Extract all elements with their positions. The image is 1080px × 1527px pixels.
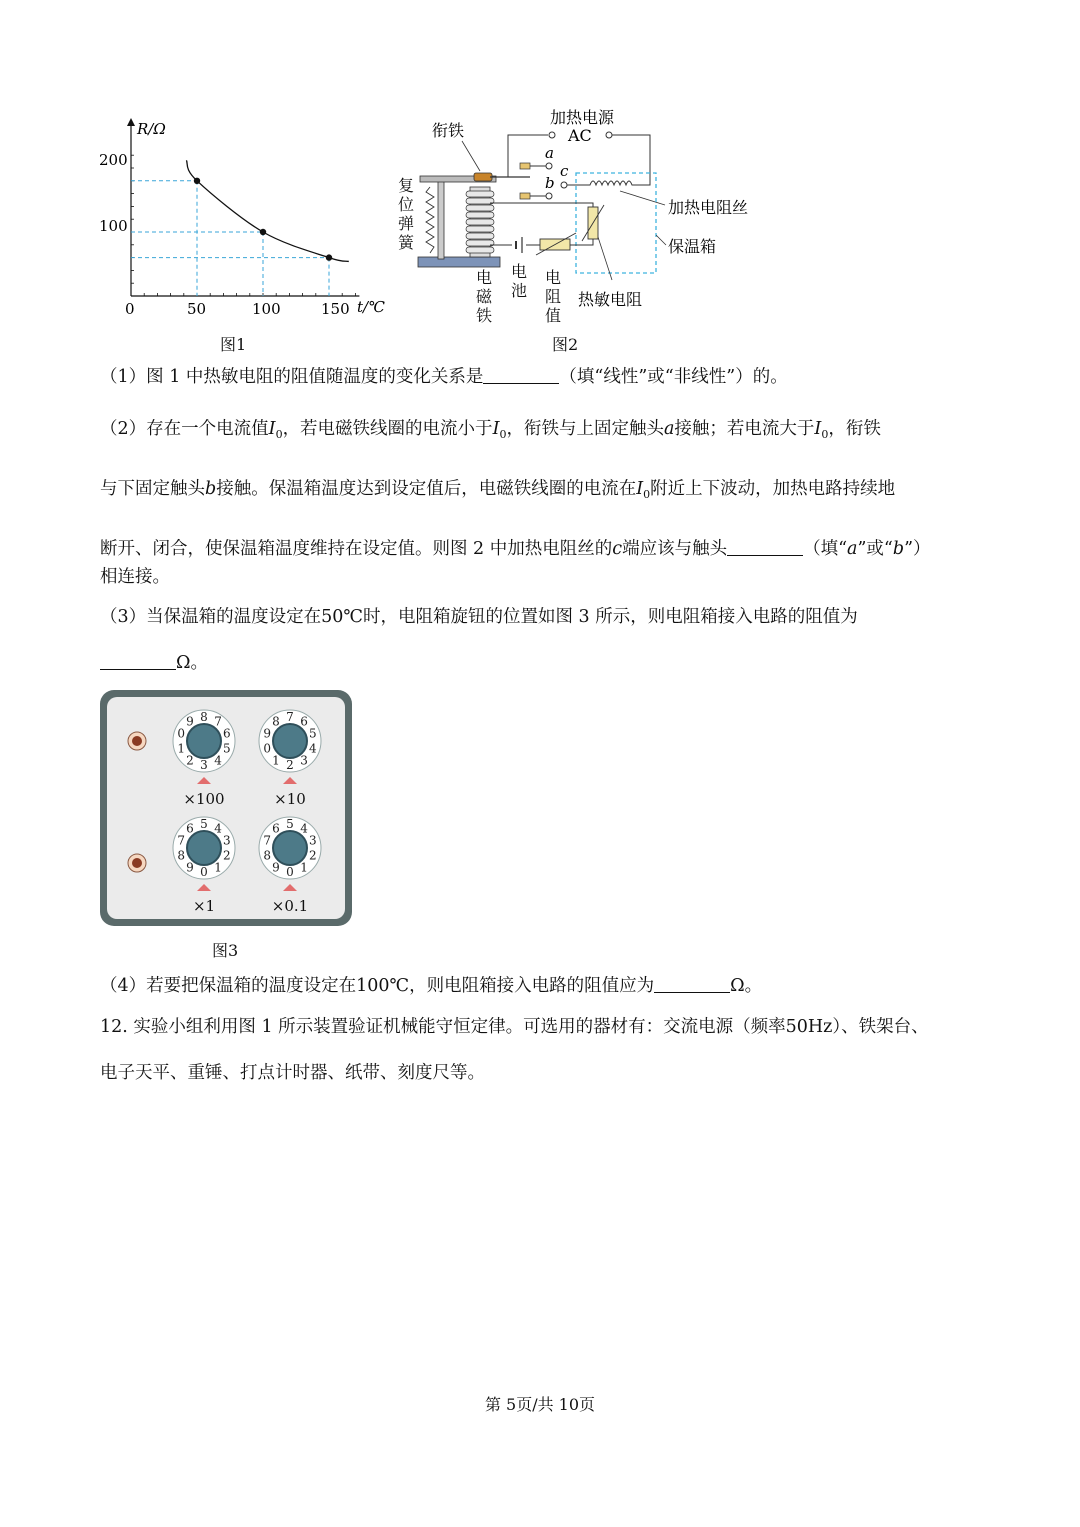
fig1-caption: 图1 <box>220 335 247 354</box>
fig1-y-tick-200: 200 <box>99 151 128 169</box>
dial-digit: 0 <box>263 741 271 756</box>
label-b: b <box>545 174 555 192</box>
dial-digit: 4 <box>214 753 222 768</box>
dial-digit: 3 <box>309 833 317 848</box>
dial-digit: 2 <box>186 753 194 768</box>
label-armature: 衔铁 <box>432 121 465 140</box>
dial-digit: 1 <box>272 753 280 768</box>
dial-digit: 8 <box>177 848 185 863</box>
label-thermistor: 热敏电阻 <box>578 290 643 309</box>
dial-digit: 4 <box>214 821 222 836</box>
label-c: c <box>560 162 569 180</box>
dial-digit: 1 <box>214 860 222 875</box>
question-4: （4）若要把保温箱的温度设定在100℃，则电阻箱接入电路的阻值应为 Ω。 <box>100 976 763 996</box>
fig1-x-tick-50: 50 <box>187 300 207 318</box>
knob-cap <box>187 831 221 865</box>
dial-digit: 6 <box>223 726 231 741</box>
fig1-data-point <box>260 229 266 235</box>
knob-pointer <box>283 777 297 784</box>
label-box: 保温箱 <box>668 237 717 256</box>
dial-digit: 2 <box>286 758 294 772</box>
terminal-bottom <box>128 854 146 872</box>
knob-pointer <box>197 777 211 784</box>
coil-turn <box>466 191 494 197</box>
dial-digit: 8 <box>272 714 280 729</box>
dial-digit: 5 <box>200 817 208 831</box>
label-heating-wire: 加热电阻丝 <box>668 198 749 217</box>
fig1-y-tick-100: 100 <box>99 217 128 235</box>
dial-digit: 2 <box>223 848 231 863</box>
dial-digit: 7 <box>286 710 294 724</box>
coil-turn <box>466 219 494 225</box>
dial-digit: 4 <box>300 821 308 836</box>
coil-turn <box>466 198 494 204</box>
knob-pointer <box>197 884 211 891</box>
fig1-guides <box>131 181 329 296</box>
dial-digit: 3 <box>200 758 208 772</box>
coil-turn <box>466 233 494 239</box>
dial-digit: 9 <box>186 714 194 729</box>
fig3-knobs <box>100 690 352 926</box>
q3-answer-blank[interactable] <box>100 652 176 671</box>
fig1-axes <box>127 118 359 296</box>
dial-digit: 9 <box>263 726 271 741</box>
dial-knob[interactable] <box>259 817 321 879</box>
question-2-end: 相连接。 <box>100 567 170 587</box>
question-1: （1）图 1 中热敏电阻的阻值随温度的变化关系是 （填“线性”或“非线性”）的。 <box>100 367 788 387</box>
fig1-x-tick-150: 150 <box>321 300 350 318</box>
dial-digit: 6 <box>186 821 194 836</box>
knob-multiplier-label: ×0.1 <box>271 897 309 915</box>
label-battery: 电池 <box>511 262 528 300</box>
fig1-x-tick-0: 0 <box>125 300 135 318</box>
coil-turn <box>466 205 494 211</box>
dial-digit: 0 <box>286 865 294 879</box>
armature-contact <box>474 173 492 181</box>
question-3: （3）当保温箱的温度设定在50℃时，电阻箱旋钮的位置如图 3 所示，则电阻箱接入电路的阻值为 Ω。 <box>100 607 858 673</box>
spring-post <box>438 179 444 259</box>
fig1-data-point <box>194 178 200 184</box>
contact-b <box>520 193 530 199</box>
coil-turn <box>466 226 494 232</box>
dial-knob[interactable] <box>173 710 235 772</box>
dial-digit: 7 <box>263 833 271 848</box>
fig3-caption: 图3 <box>212 941 239 960</box>
dial-digit: 1 <box>177 741 185 756</box>
label-spring: 复位弹簧 <box>398 176 415 252</box>
contact-a <box>520 163 530 169</box>
dial-knob[interactable] <box>173 817 235 879</box>
knob-cap <box>187 724 221 758</box>
fig1-y-arrow <box>127 118 135 126</box>
dial-digit: 8 <box>263 848 271 863</box>
knob-pointer <box>283 884 297 891</box>
dial-digit: 3 <box>300 753 308 768</box>
terminal-top <box>128 732 146 750</box>
relay-base <box>418 257 500 267</box>
label-a: a <box>545 144 554 162</box>
label-power: 加热电源 <box>550 108 615 127</box>
fig1-x-tick-100: 100 <box>252 300 281 318</box>
dial-digit: 7 <box>214 714 222 729</box>
coil-turn <box>466 247 494 253</box>
q1-answer-blank[interactable] <box>483 366 559 385</box>
question-12: 12. 实验小组利用图 1 所示装置验证机械能守恒定律。可选用的器材有：交流电源（频率50Hz）、铁架台、 电子天平、重锤、打点计时器、纸带、刻度尺等。 <box>100 1017 929 1083</box>
label-resistance-box: 电阻值 <box>545 268 562 325</box>
page-footer: 第 5页/共 10页 <box>484 1395 596 1414</box>
knob-cap <box>273 724 307 758</box>
fig1-x-axis-label: t/℃ <box>357 298 385 316</box>
knob-multiplier-label: ×100 <box>183 790 225 808</box>
dial-knob[interactable] <box>259 710 321 772</box>
question-2: （2）存在一个电流值$I_0$，若电磁铁线圈的电流小于$I_0$，衔铁与上固定触头a接触；若电流大于$I_0$，衔铁 与下固定触头b接触。保温箱温度达到设定值后，电磁铁线圈的电流在$I_0$附近上下波动，加热电路持续地 断开、闭合，使保温箱温度维持在设定值。则图 2 中加热电阻丝的c端应该与触头 （填“a”或“b”） <box>100 419 931 559</box>
label-ac: AC <box>568 126 592 145</box>
dial-digit: 6 <box>272 821 280 836</box>
dial-digit: 1 <box>300 860 308 875</box>
dial-digit: 9 <box>272 860 280 875</box>
q4-answer-blank[interactable] <box>654 975 730 994</box>
knob-cap <box>273 831 307 865</box>
dial-digit: 5 <box>286 817 294 831</box>
coil-turn <box>466 212 494 218</box>
fig1-y-axis-label: R/Ω <box>137 120 166 138</box>
fig2-caption: 图2 <box>552 335 579 354</box>
fig1-chart <box>95 112 395 327</box>
dial-digit: 2 <box>309 848 317 863</box>
fig1-data-point <box>326 254 332 260</box>
dial-digit: 7 <box>177 833 185 848</box>
dial-digit: 5 <box>309 726 317 741</box>
dial-digit: 4 <box>309 741 317 756</box>
dial-digit: 3 <box>223 833 231 848</box>
dial-digit: 8 <box>200 710 208 724</box>
return-spring <box>426 187 434 253</box>
dial-digit: 6 <box>300 714 308 729</box>
dial-digit: 9 <box>186 860 194 875</box>
dial-digit: 5 <box>223 741 231 756</box>
fig1-curve <box>186 160 348 261</box>
heating-wire <box>567 181 634 185</box>
knob-multiplier-label: ×1 <box>192 897 216 915</box>
knob-multiplier-label: ×10 <box>274 790 306 808</box>
coil-turn <box>466 240 494 246</box>
dial-digit: 0 <box>177 726 185 741</box>
label-electromagnet: 电磁铁 <box>476 268 493 325</box>
dial-digit: 0 <box>200 865 208 879</box>
electromagnet-coil <box>466 191 494 253</box>
fig2-circuit <box>390 105 790 330</box>
